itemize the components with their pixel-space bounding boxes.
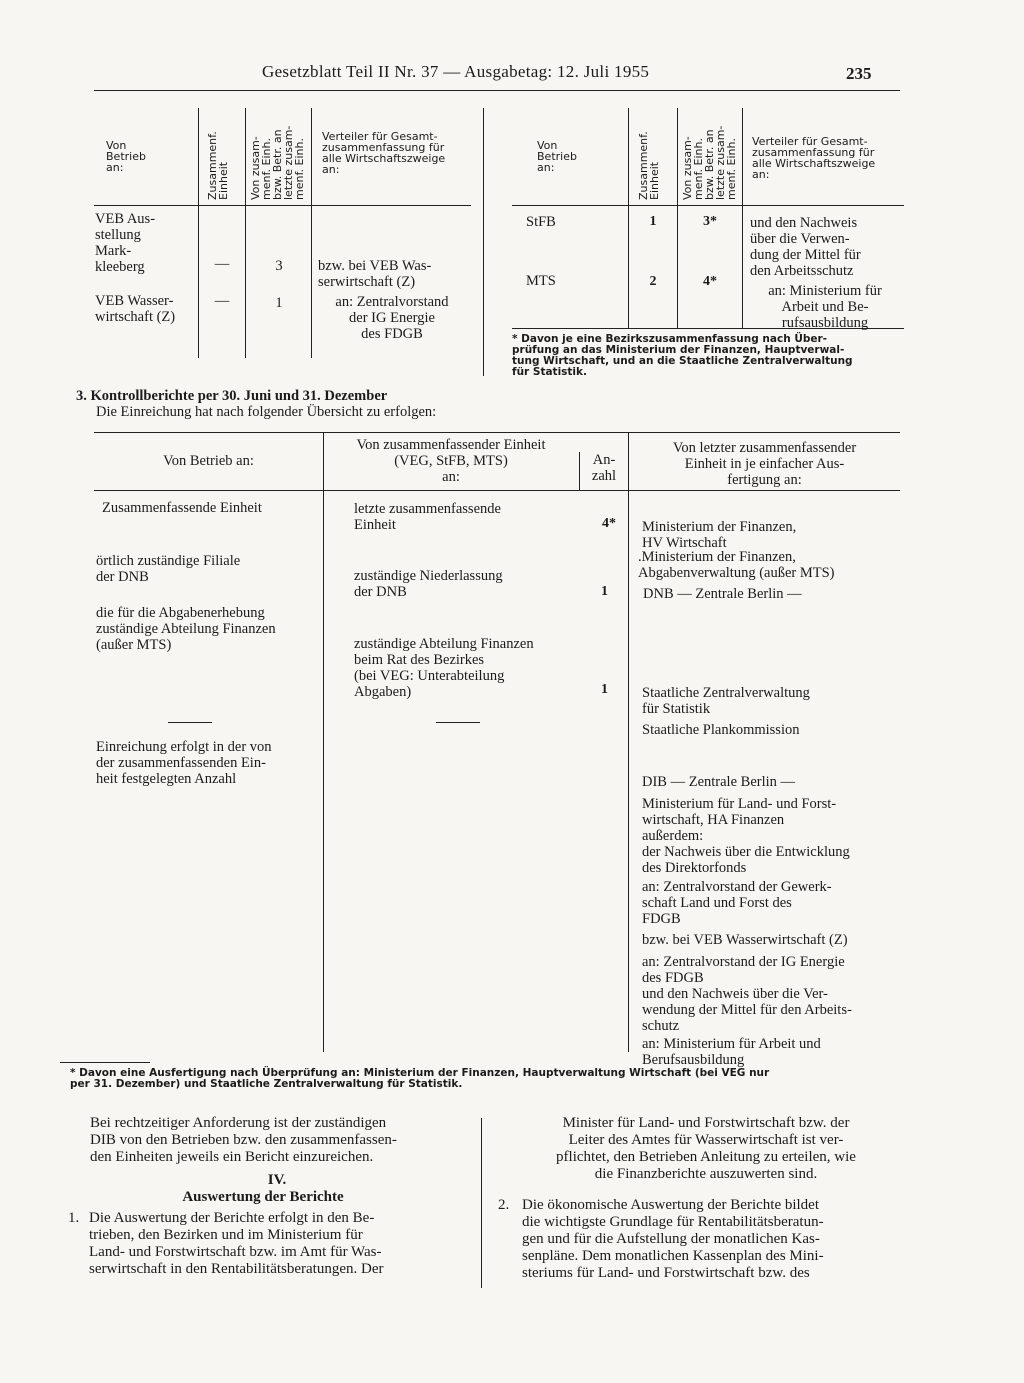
col-header-via: Von zusam- menf. Einh. bzw. Betr. an letzte zusam- menf. Einh. <box>249 125 306 200</box>
table-cell: zuständige Niederlassung der DNB <box>354 568 503 600</box>
table-row-dist: und den Nachweis über die Verwen- dung der Mittel für den Arbeitsschutz <box>750 215 861 279</box>
table-row-unit: 1 <box>649 214 657 229</box>
page-number: 235 <box>846 64 872 83</box>
footnote: * Davon eine Ausfertigung nach Überprüfung an: Ministerium der Finanzen, Hauptverwaltung Wirtschaft (bei VEG nur per 31. Dezember) und Staatliche Zentralverwaltung für Statistik. <box>70 1067 770 1090</box>
col-header-dist: Verteiler für Gesamt- zusammenfassung für alle Wirtschaftszweige an: <box>752 135 876 181</box>
table-row-from: VEB Aus- stellung Mark- kleeberg <box>95 211 156 275</box>
section-heading: 3. Kontrollberichte per 30. Juni und 31. Dezember <box>76 388 388 404</box>
paragraph: Bei rechtzeitiger Anforderung ist der zuständigen DIB von den Betrieben bzw. den zusammenfassen- den Einheiten jeweils ein Bericht einzureichen. <box>90 1115 397 1165</box>
col-header-dist: Von letzter zusammenfassender Einheit in je einfacher Aus- fertigung an: <box>672 440 857 488</box>
table-cell: Ministerium der Finanzen, HV Wirtschaft <box>642 519 797 551</box>
col-header-unit: Zusammenf. Einheit <box>206 131 230 200</box>
table-cell: letzte zusammenfassende Einheit <box>354 501 501 533</box>
table-row-from: StFB <box>526 214 556 230</box>
list-item: Die ökonomische Auswertung der Berichte bildet die wichtigste Grundlage für Rentabilitätsberatun- gen und für die Aufstellung der monatlichen Kas- senpläne. Dem monatlichen Kassenplan des Mini- steriums für Land- und Forstwirtschaft bzw. des <box>522 1197 824 1281</box>
table-row-dist: an: Ministerium für Arbeit und Be- rufsausbildung <box>768 283 882 331</box>
table-row-unit: 2 <box>649 274 657 289</box>
table-row-via: 3* <box>703 214 717 229</box>
table-cell: an: Ministerium für Arbeit und Berufsausbildung <box>642 1036 821 1068</box>
paragraph: Minister für Land- und Forstwirtschaft bzw. der Leiter des Amtes für Wasserwirtschaft ist ver- pflichtet, den Betrieben Anleitung zu erteilen, wie die Finanzberichte auszuwerten sind. <box>556 1115 856 1182</box>
table-cell: 4* <box>602 516 616 531</box>
section-intro: Die Einreichung hat nach folgender Übersicht zu erfolgen: <box>96 404 437 420</box>
list-number: 2. <box>498 1197 510 1213</box>
table-cell: Zusammenfassende Einheit <box>102 500 262 516</box>
table-cell: an: Zentralvorstand der IG Energie des FDGB und den Nachweis über die Ver- wendung der Mittel für den Arbeits- schutz <box>642 954 852 1034</box>
col-header-count: An- zahl <box>591 452 617 484</box>
table-cell: Ministerium für Land- und Forst- wirtschaft, HA Finanzen außerdem: der Nachweis über die Entwicklung des Direktorfonds <box>642 796 850 876</box>
col-header-unit: Zusammenf. Einheit <box>637 131 661 200</box>
list-number: 1. <box>68 1210 80 1226</box>
col-header-from: Von Betrieb an: <box>537 139 577 174</box>
column-divider <box>483 108 484 376</box>
table-row-unit: — <box>214 256 230 272</box>
table-cell: bzw. bei VEB Wasserwirtschaft (Z) <box>642 932 848 948</box>
table-cell: an: Zentralvorstand der Gewerk- schaft Land und Forst des FDGB <box>642 879 832 927</box>
table-row-dist: bzw. bei VEB Was- serwirtschaft (Z) <box>318 258 432 290</box>
section-roman: IV. <box>267 1172 287 1188</box>
table-row-from: VEB Wasser- wirtschaft (Z) <box>95 293 176 325</box>
table-row-via: 3 <box>275 258 283 274</box>
table-row-via: 1 <box>275 295 283 311</box>
table-cell: 1 <box>601 584 608 599</box>
list-item: Die Auswertung der Berichte erfolgt in den Be- trieben, den Bezirken und im Ministerium für Land- und Forstwirtschaft bzw. im Amt für Was- serwirtschaft in den Rentabilitätsberatungen. Der <box>89 1210 384 1277</box>
table-cell: zuständige Abteilung Finanzen beim Rat des Bezirkes (bei VEG: Unterabteilung Abgaben) <box>354 636 534 700</box>
table-cell: 1 <box>601 682 608 697</box>
table-cell: DNB — Zentrale Berlin — <box>643 586 802 602</box>
table-row-via: 4* <box>703 274 717 289</box>
table-row-dist: an: Zentralvorstand der IG Energie des FDGB <box>335 294 449 342</box>
column-divider <box>481 1118 482 1288</box>
col-header-via: Von zusam- menf. Einh. bzw. Betr. an letzte zusam- menf. Einh. <box>681 125 738 200</box>
table-cell: örtlich zuständige Filiale der DNB <box>96 553 241 585</box>
page-header-title: Gesetzblatt Teil II Nr. 37 — Ausgabetag: 12. Juli 1955 <box>262 62 650 81</box>
table-row-from: MTS <box>526 273 556 289</box>
col-header-from: Von Betrieb an: <box>163 453 254 469</box>
col-header-dist: Verteiler für Gesamt- zusammenfassung für alle Wirtschaftszweige an: <box>322 130 446 176</box>
col-header-unit: Von zusammenfassender Einheit (VEG, StFB, MTS) an: <box>356 437 546 485</box>
footnote: * Davon je eine Bezirkszusammenfassung nach Über- prüfung an das Ministerium der Finanzen, Hauptverwal- tung Wirtschaft, und an die Staatliche Zentralverwaltung für Statistik. <box>512 333 853 378</box>
header-rule <box>94 90 900 91</box>
col-header-from: Von Betrieb an: <box>106 139 146 174</box>
table-row-unit: — <box>214 293 230 309</box>
table-cell: DIB — Zentrale Berlin — <box>642 774 796 790</box>
table-cell: .Ministerium der Finanzen, Abgabenverwaltung (außer MTS) <box>638 549 835 581</box>
table-cell: die für die Abgabenerhebung zuständige Abteilung Finanzen (außer MTS) <box>96 605 276 653</box>
table-cell: Staatliche Plankommission <box>642 722 800 738</box>
table-cell: Staatliche Zentralverwaltung für Statistik <box>642 685 810 717</box>
table-cell: Einreichung erfolgt in der von der zusammenfassenden Ein- heit festgelegten Anzahl <box>96 739 272 787</box>
section-heading: Auswertung der Berichte <box>182 1189 344 1205</box>
